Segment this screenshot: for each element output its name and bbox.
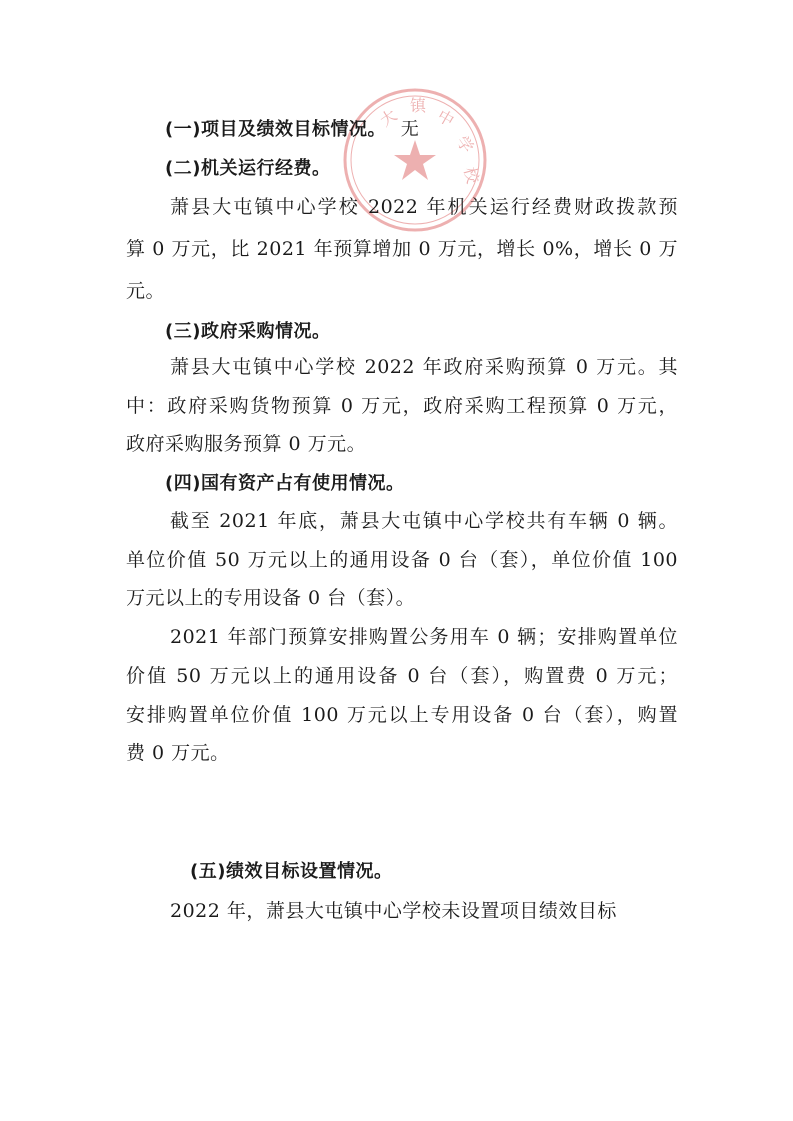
svg-text:镇: 镇 [410,96,427,115]
section-5-line-1: 2022 年，萧县大屯镇中心学校未设置项目绩效目标 [170,900,617,922]
section-2-heading: (二)机关运行经费。 [165,158,331,179]
section-4-p2-line-4: 费 0 万元。 [126,742,230,764]
section-2-line-1: 萧县大屯镇中心学校 2022 年机关运行经费财政拨款预 [170,196,678,218]
section-4-p2-line-2: 价值 50 万元以上的通用设备 0 台（套），购置费 0 万元； [126,665,678,687]
section-4-p2-line-1: 2021 年部门预算安排购置公务用车 0 辆；安排购置单位 [170,626,678,648]
section-2-line-2: 算 0 万元，比 2021 年预算增加 0 万元，增长 0%，增长 0 万 [126,238,678,260]
svg-text:中: 中 [434,106,458,131]
section-3-heading: (三)政府采购情况。 [165,321,331,342]
section-3-line-1: 萧县大屯镇中心学校 2022 年政府采购预算 0 万元。其 [170,356,678,378]
section-5-heading: (五)绩效目标设置情况。 [190,861,393,882]
section-1-suffix: 无 [400,119,420,140]
section-4-p2-line-3: 安排购置单位价值 100 万元以上专用设备 0 台（套），购置 [126,704,678,726]
svg-text:校: 校 [460,165,483,186]
section-2-line-3: 元。 [126,280,166,302]
section-1-heading-row [165,118,419,142]
section-4-p1-line-2: 单位价值 50 万元以上的通用设备 0 台（套），单位价值 100 [126,549,678,571]
section-4-p1-line-3: 万元以上的专用设备 0 台（套）。 [126,587,416,609]
section-4-heading: (四)国有资产占有使用情况。 [165,473,405,494]
section-3-line-3: 政府采购服务预算 0 万元。 [126,433,367,455]
svg-text:大: 大 [376,105,401,131]
section-1-heading: (一)项目及绩效目标情况。 [165,119,386,140]
section-4-p1-line-1: 截至 2021 年底，萧县大屯镇中心学校共有车辆 0 辆。 [170,510,678,532]
section-3-line-2: 中：政府采购货物预算 0 万元，政府采购工程预算 0 万元， [126,395,678,417]
svg-text:学: 学 [452,132,478,157]
